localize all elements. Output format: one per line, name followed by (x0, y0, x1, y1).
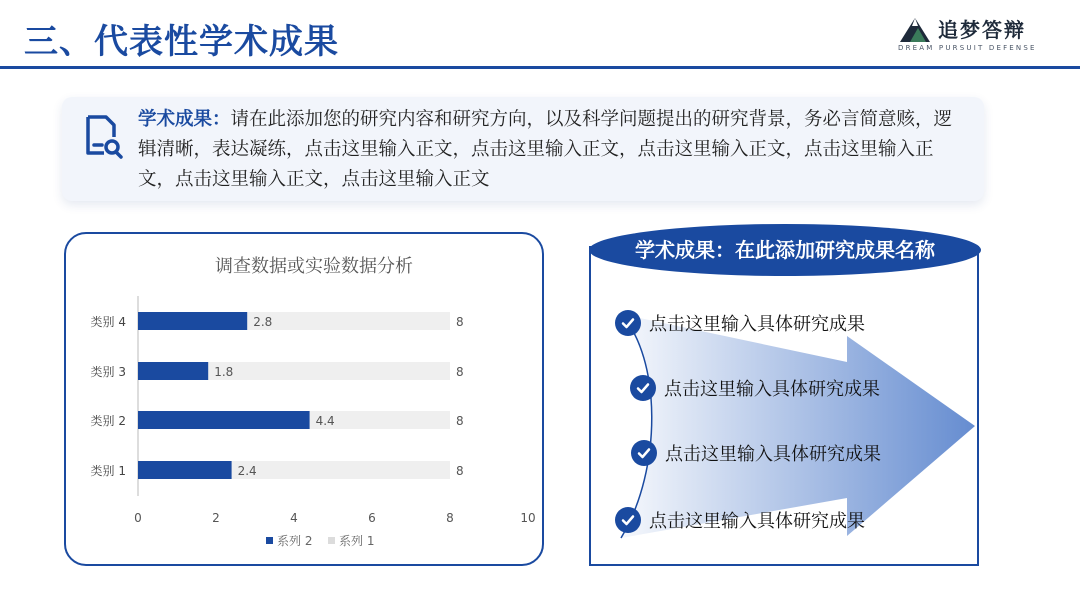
bar-series-2 (138, 461, 232, 479)
intro-paragraph (138, 105, 970, 195)
result-item-label: 点击这里输入具体研究成果 (649, 511, 865, 532)
brand-logo (898, 12, 1058, 56)
x-tick-label: 6 (368, 511, 376, 525)
data-label-series-2: 2.8 (253, 315, 273, 329)
results-title: 学术成果：在此添加研究成果名称 (635, 238, 935, 262)
result-item-label: 点击这里输入具体研究成果 (665, 444, 881, 465)
result-item (630, 375, 880, 401)
legend-swatch (328, 537, 335, 544)
legend-label: 系列 1 (339, 534, 375, 548)
result-item-label: 点击这里输入具体研究成果 (664, 379, 880, 400)
x-tick-label: 4 (290, 511, 298, 525)
legend-swatch (266, 537, 273, 544)
data-label-series-2: 1.8 (214, 365, 234, 379)
bar-series-2 (138, 411, 310, 429)
mountain-logo-icon (898, 14, 932, 46)
title-divider (0, 66, 1080, 69)
data-label-series-1: 8 (456, 414, 464, 428)
legend-label: 系列 2 (277, 534, 313, 548)
x-tick-label: 10 (520, 511, 536, 525)
category-label: 类别 1 (90, 464, 126, 478)
category-label: 类别 4 (90, 315, 126, 329)
bar-chart (66, 234, 542, 564)
result-item (615, 310, 865, 336)
bar-series-2 (138, 362, 208, 380)
logo-text: 追梦答辩 (938, 18, 1026, 42)
page-title: 三、代表性学术成果 (24, 22, 339, 62)
check-circle-icon (615, 507, 641, 533)
chart-title: 调查数据或实验数据分析 (215, 256, 413, 277)
document-search-icon (80, 111, 128, 161)
data-label-series-1: 8 (456, 365, 464, 379)
intro-label: 学术成果： (138, 109, 231, 130)
result-item (615, 507, 865, 533)
chart-card (64, 232, 544, 566)
x-tick-label: 8 (446, 511, 454, 525)
category-label: 类别 2 (90, 414, 126, 428)
check-circle-icon (630, 375, 656, 401)
result-item-label: 点击这里输入具体研究成果 (649, 314, 865, 335)
data-label-series-2: 2.4 (237, 464, 257, 478)
x-tick-label: 0 (134, 511, 142, 525)
x-tick-label: 2 (212, 511, 220, 525)
logo-subtitle: DREAM PURSUIT DEFENSE (898, 44, 1037, 52)
check-circle-icon (631, 440, 657, 466)
result-item (631, 440, 881, 466)
intro-body: 请在此添加您的研究内容和研究方向，以及科学问题提出的研究背景，务必言简意赅，逻辑清晰，表达凝练，点击这里输入正文，点击这里输入正文，点击这里输入正文，点击这里输入正文，点击这里输入正文，点击这里输入正文 (138, 109, 953, 190)
check-circle-icon (615, 310, 641, 336)
category-label: 类别 3 (90, 365, 126, 379)
intro-box (62, 97, 984, 201)
data-label-series-2: 4.4 (315, 414, 335, 428)
bar-series-2 (138, 312, 247, 330)
data-label-series-1: 8 (456, 464, 464, 478)
data-label-series-1: 8 (456, 315, 464, 329)
